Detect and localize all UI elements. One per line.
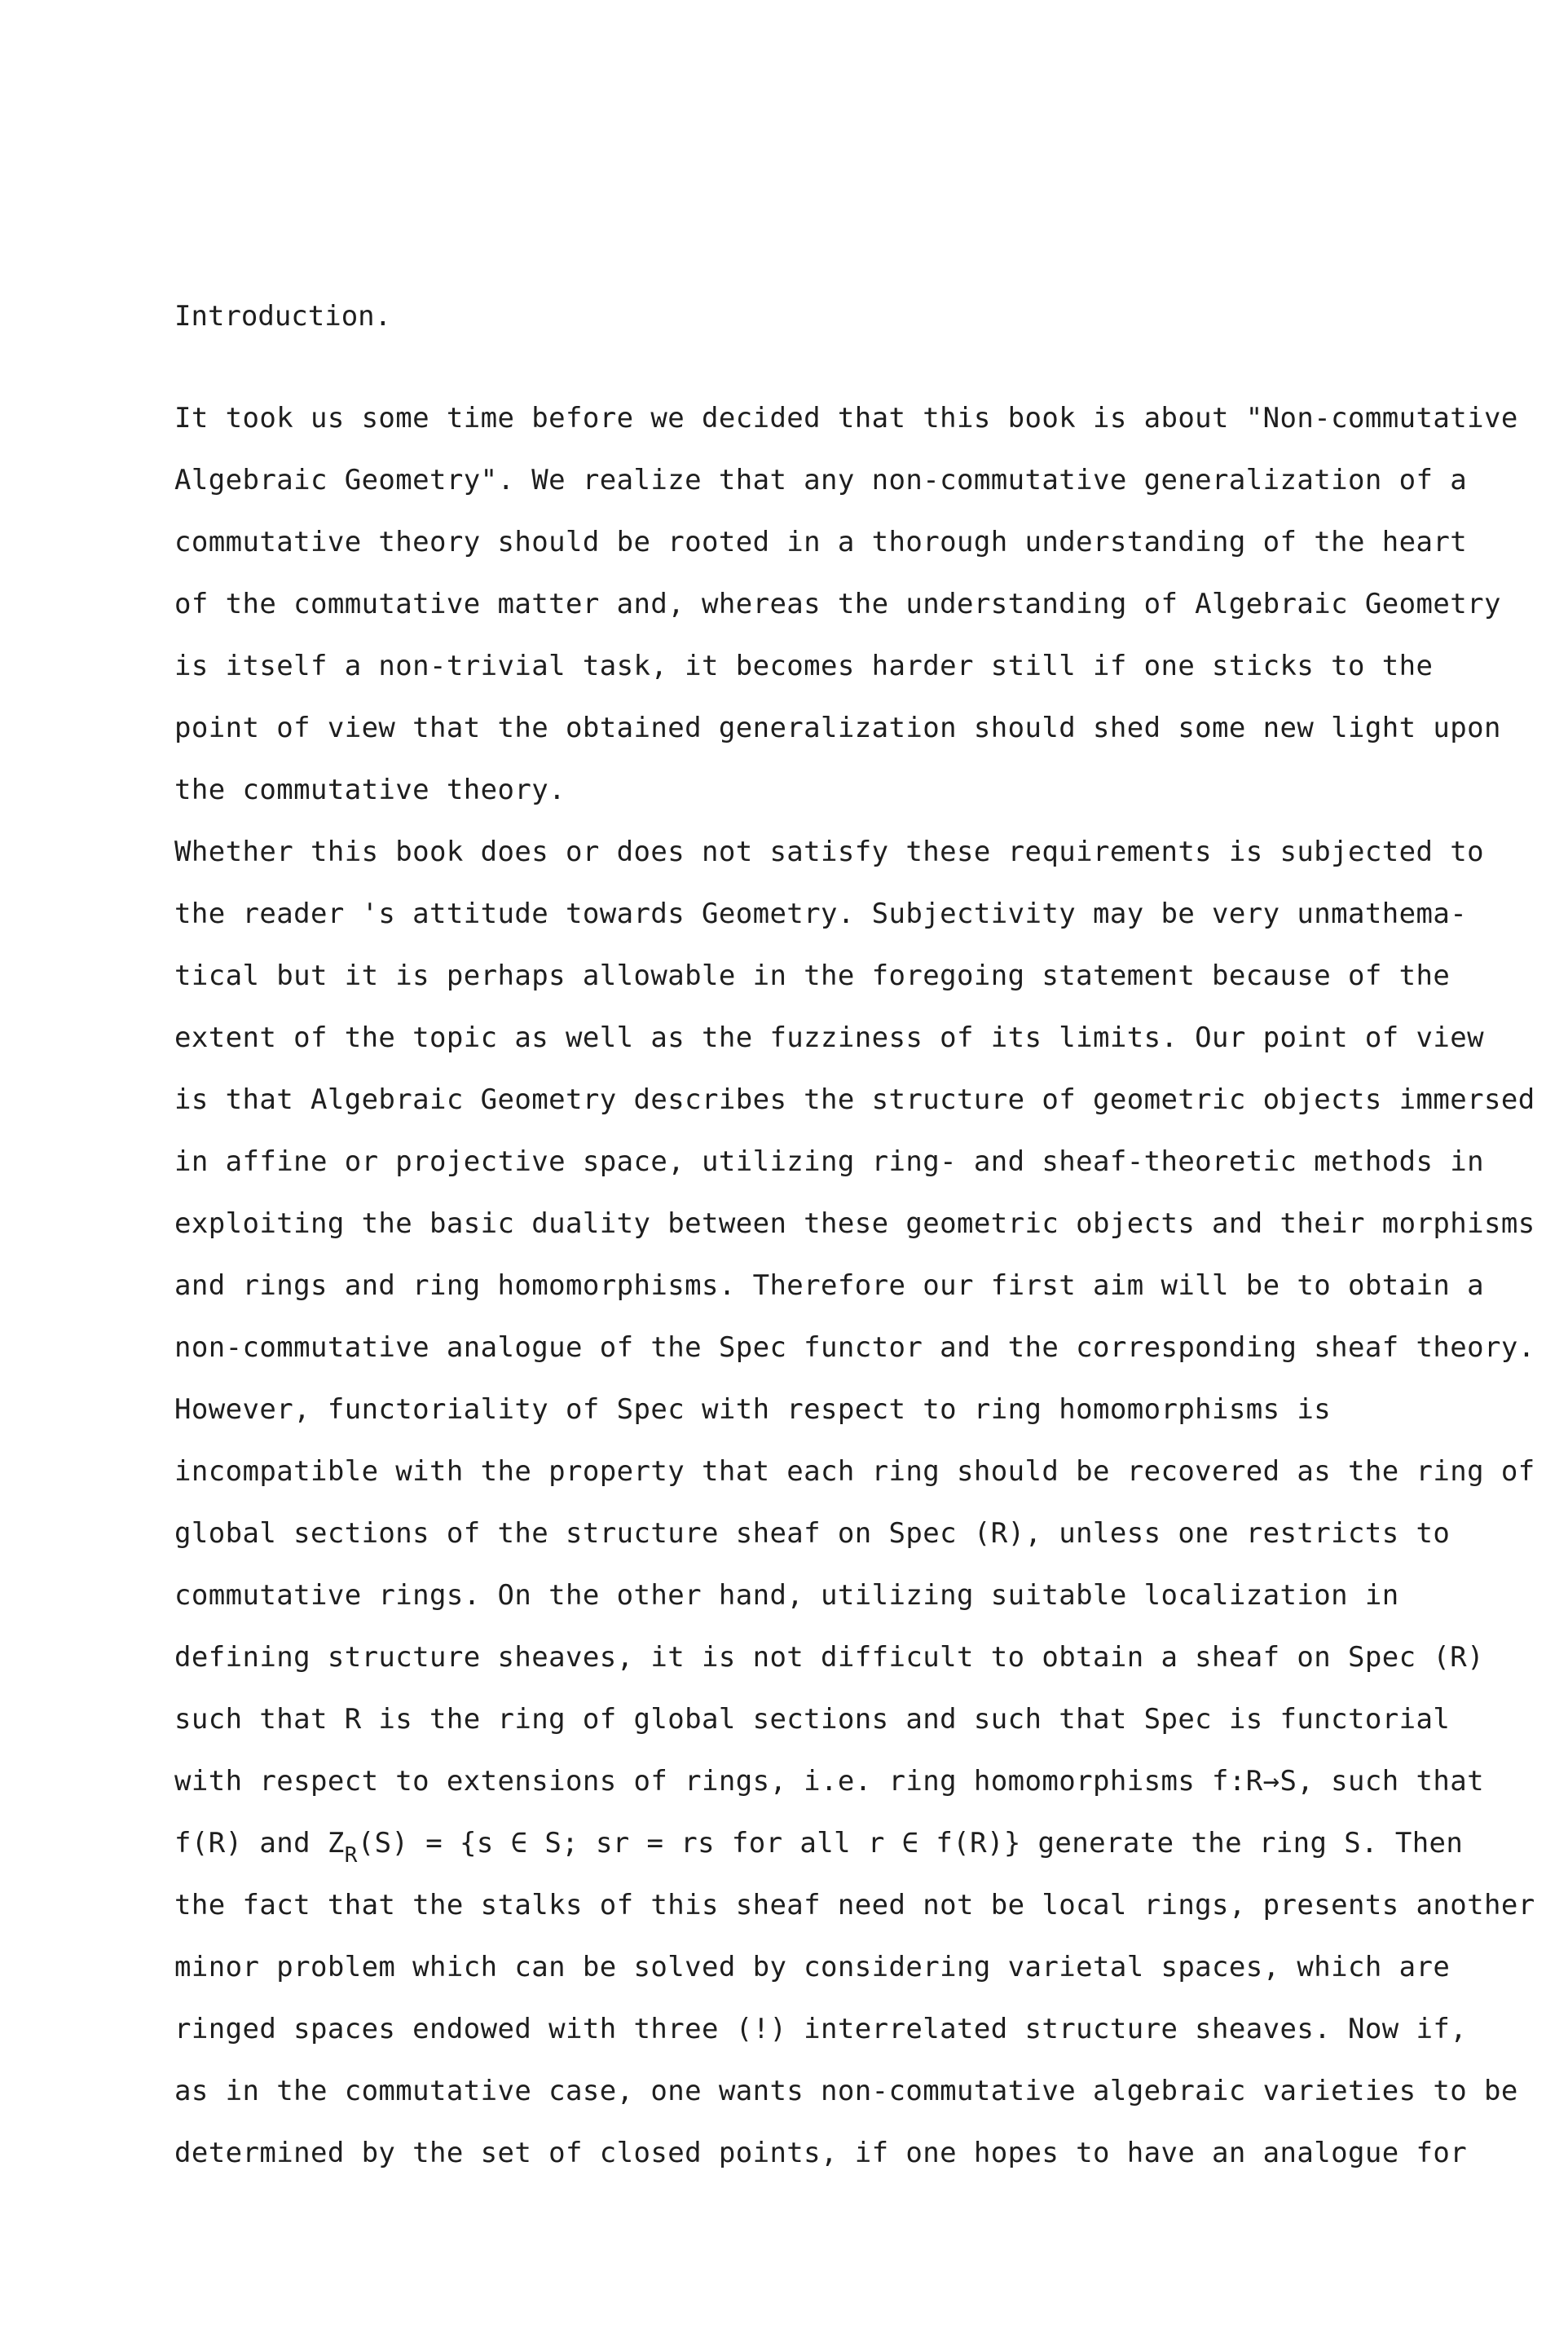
- body-line: point of view that the obtained generalization should shed some new light upon: [174, 712, 1501, 744]
- section-heading: Introduction.: [174, 300, 392, 333]
- formula-pre: f(R) and Z: [174, 1827, 345, 1860]
- body-line: Whether this book does or does not satisfy these requirements is subjected to: [174, 836, 1484, 868]
- formula-subscript: R: [344, 1843, 358, 1868]
- body-line: Algebraic Geometry". We realize that any non-commutative generalization of a: [174, 464, 1468, 496]
- body-line: such that R is the ring of global sections and such that Spec is functorial: [174, 1703, 1451, 1736]
- formula-post: (S) = {s ∈ S; sr = rs for all r ∈ f(R)} generate the ring S. Then: [357, 1827, 1464, 1860]
- body-line: incompatible with the property that each ring should be recovered as the ring of: [174, 1455, 1535, 1488]
- body-line: It took us some time before we decided that this book is about "Non-commutative: [174, 402, 1518, 435]
- body-line: defining structure sheaves, it is not difficult to obtain a sheaf on Spec (R): [174, 1641, 1484, 1674]
- body-line: as in the commutative case, one wants non-commutative algebraic varieties to be: [174, 2075, 1518, 2107]
- body-line: and rings and ring homomorphisms. Therefore our first aim will be to obtain a: [174, 1269, 1484, 1302]
- body-line: in affine or projective space, utilizing ring- and sheaf-theoretic methods in: [174, 1145, 1484, 1178]
- body-line: is that Algebraic Geometry describes the structure of geometric objects immersed: [174, 1083, 1535, 1116]
- body-line: global sections of the structure sheaf on Spec (R), unless one restricts to: [174, 1517, 1451, 1550]
- body-line: commutative theory should be rooted in a thorough understanding of the heart: [174, 526, 1468, 558]
- body-line: commutative rings. On the other hand, utilizing suitable localization in: [174, 1579, 1399, 1612]
- body-line: ringed spaces endowed with three (!) interrelated structure sheaves. Now if,: [174, 2013, 1468, 2045]
- body-line: the commutative theory.: [174, 774, 566, 806]
- body-line: tical but it is perhaps allowable in the foregoing statement because of the: [174, 960, 1451, 992]
- body-line: However, functoriality of Spec with respect to ring homomorphisms is: [174, 1393, 1332, 1426]
- body-line: minor problem which can be solved by considering varietal spaces, which are: [174, 1951, 1451, 1983]
- body-line: exploiting the basic duality between these geometric objects and their morphisms: [174, 1207, 1535, 1240]
- body-line: of the commutative matter and, whereas the understanding of Algebraic Geometry: [174, 588, 1501, 620]
- body-line: the reader 's attitude towards Geometry. Subjectivity may be very unmathema-: [174, 898, 1468, 930]
- body-line: is itself a non-trivial task, it becomes harder still if one sticks to the: [174, 650, 1434, 682]
- body-line: determined by the set of closed points, if one hopes to have an analogue for: [174, 2137, 1468, 2169]
- body-line: with respect to extensions of rings, i.e. ring homomorphisms f:R→S, such that: [174, 1765, 1484, 1798]
- body-line: extent of the topic as well as the fuzziness of its limits. Our point of view: [174, 1021, 1484, 1054]
- body-line: the fact that the stalks of this sheaf need not be local rings, presents another: [174, 1889, 1535, 1921]
- body-line: non-commutative analogue of the Spec functor and the corresponding sheaf theory.: [174, 1331, 1535, 1364]
- formula-line: [174, 1824, 1464, 1868]
